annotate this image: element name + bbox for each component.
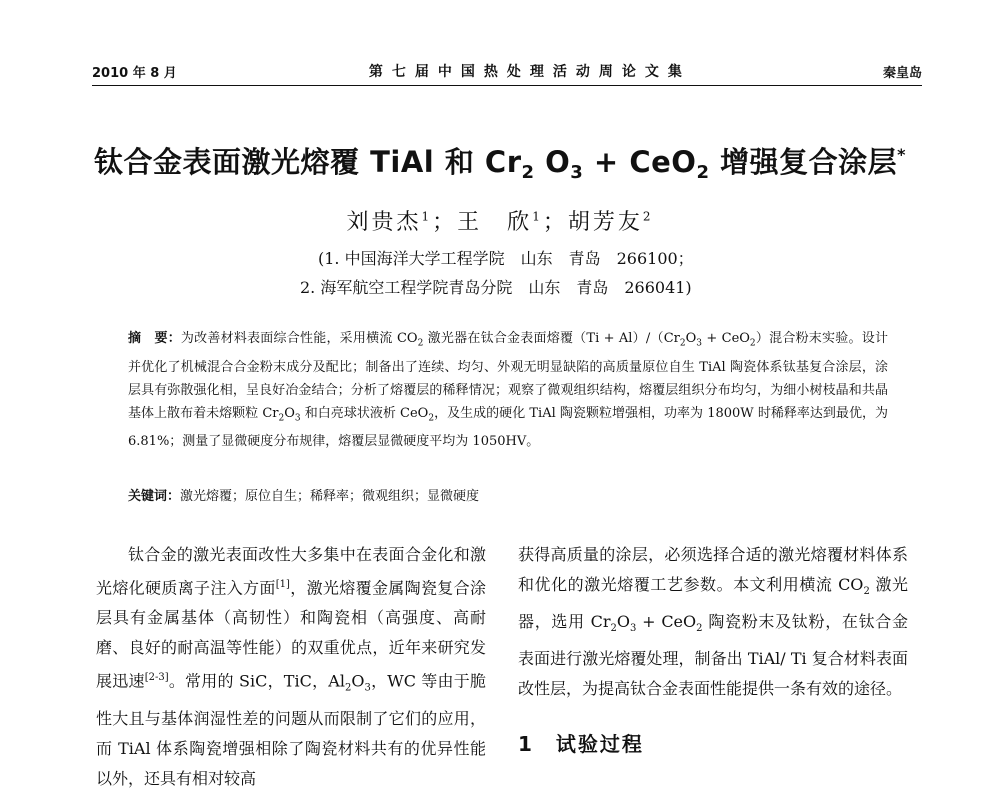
abstract: 摘 要：为改善材料表面综合性能，采用横流 $CO_2$ 激光器在钛合金表面熔覆$(Ti + Al)/(Cr_2O_3 + CeO_2)$混合粉末实验。设计并优化了机械混合合金粉末成分及配比；制备出了连续、均匀、外观无明显缺陷的高质量原位自生 TiAl 陶瓷体系钛基复合涂层，涂层具有弥散强化相，呈良好冶金结合；分析了熔覆层的稀释情况；观察了微观组织结构，熔覆层组织分布均匀，为细小树枝晶和共晶基体上散布着未熔颗粒 $Cr_2O_3$ 和白亮球状液析 CeO$_2$，及生成的硬化 TiAl 陶瓷颗粒增强相，功率为 1800W 时稀释率达到最优，为 6.81%；测量了显微硬度分布规律，熔覆层显微硬度平均为 1050HV。 [128, 331, 888, 450]
header-rule [92, 85, 922, 86]
author-list: 刘贵杰$^1$；王 欣$^1$；胡芳友$^2$ [346, 209, 654, 235]
header-date: 2010 年 8 月 [92, 65, 177, 81]
paper-title: 钛合金表面激光熔覆 TiAl 和 $Cr_2$ $O_3 + CeO_2$ 增强复合涂层* [94, 145, 906, 183]
affiliation-1: (1. 中国海洋大学工程学院 山东 青岛 266100； [318, 249, 694, 268]
affiliation-2: 2. 海军航空工程学院青岛分院 山东 青岛 266041) [300, 278, 692, 297]
header-location: 秦皇岛 [882, 65, 922, 81]
keywords-label: 关键词： [128, 489, 181, 504]
body-column-left: 钛合金的激光表面改性大多集中在表面合金化和激光熔化硬质离子注入方面[1]，激光熔覆金属陶瓷复合涂层具有金属基体（高韧性）和陶瓷相（高强度、高耐磨、良好的耐高温等性能）的双重优点，近年来研究发展迅速[2-3]。常用的 SiC，TiC，$Al_2O_3$，WC 等由于脆性大且与基体润湿性差的问题从而限制了它们的应用，而 TiAl 体系陶瓷增强相除了陶瓷材料共有的优异性能以外，还具有相对较高 [96, 545, 486, 788]
author-name: 刘贵杰 [346, 210, 422, 235]
keywords-text: 激光熔覆；原位自生；稀释率；微观组织；显微硬度 [180, 489, 480, 504]
header-proceedings-title: 第七届中国热处理活动周论文集 [368, 64, 691, 80]
author-name: 胡芳友 [567, 210, 643, 235]
section-number: 1 [518, 732, 534, 756]
abstract-label: 摘 要： [128, 331, 181, 346]
section-title: 试验过程 [555, 732, 644, 756]
citation: [2-3] [144, 672, 169, 684]
body-column-right: 获得高质量的涂层，必须选择合适的激光熔覆材料体系和优化的激光熔覆工艺参数。本文利用横流 $CO_2$ 激光器，选用 $Cr_2O_3 + CeO_2$ 陶瓷粉末及钛粉，在钛合金表面进行激光熔覆处理，制备出 TiAl/ Ti 复合材料表面改性层，为提高钛合金表面性能提供一条有效的途径。 [518, 545, 908, 699]
section-heading [518, 728, 644, 757]
author-name: 王 欣 [457, 210, 533, 235]
citation: [1] [275, 579, 290, 590]
running-header [92, 60, 922, 82]
title-footnote-mark: * [897, 145, 906, 164]
keywords [128, 487, 888, 507]
